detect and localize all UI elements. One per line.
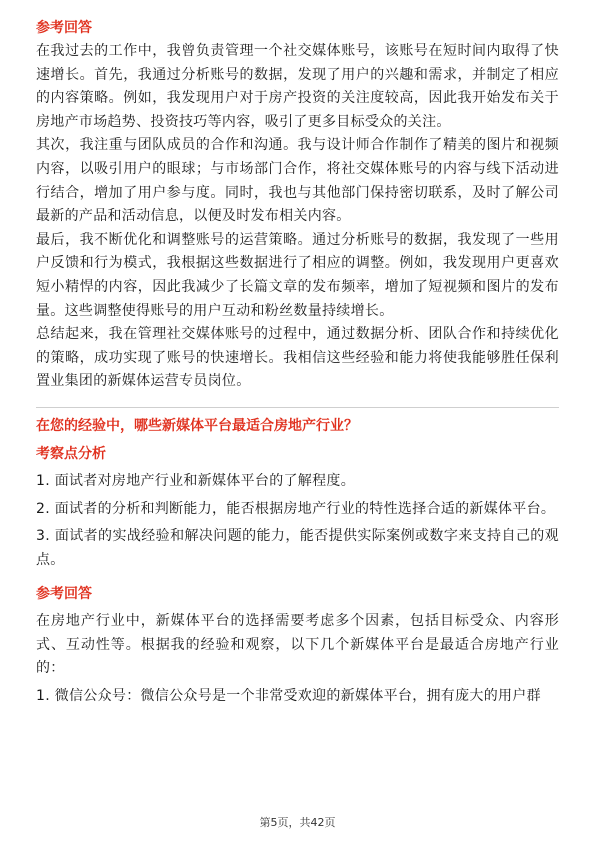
page-number: 第5页，共42页 (259, 816, 336, 829)
analysis-item-2: 2. 面试者的分析和判断能力，能否根据房地产行业的特性选择合适的新媒体平台。 (36, 500, 556, 517)
interview-question: 在您的经验中，哪些新媒体平台最适合房地产行业？ (36, 417, 358, 434)
answer-paragraph-3: 最后，我不断优化和调整账号的运营策略。通过分析账号的数据，我发现了一些用户反馈和行为模式，我根据这些数据进行了相应的调整。例如，我发现用户更喜欢短小精悍的内容，因此我减少了长篇文章的发布频率，增加了短视频和图片的发布量。这些调整使得账号的用户互动和粉丝数量持续增长。 (36, 231, 559, 319)
reference-answer-heading: 参考回答 (36, 20, 92, 36)
analysis-item-1: 1. 面试者对房地产行业和新媒体平台的了解程度。 (36, 472, 356, 489)
reference-answer-heading-2: 参考回答 (36, 586, 92, 603)
section-divider (36, 407, 559, 408)
analysis-heading: 考察点分析 (36, 445, 106, 462)
answer2-paragraph-1: 在房地产行业中，新媒体平台的选择需要考虑多个因素，包括目标受众、内容形式、互动性等。根据我的经验和观察，以下几个新媒体平台是最适合房地产行业的： (36, 613, 559, 677)
analysis-item-3: 3. 面试者的实战经验和解决问题的能力，能否提供实际案例或数字来支持自己的观点。 (36, 528, 559, 568)
page-content (36, 16, 559, 709)
answer-paragraph-1: 在我过去的工作中，我曾负责管理一个社交媒体账号，该账号在短时间内取得了快速增长。首先，我通过分析账号的数据，发现了用户的兴趣和需求，并制定了相应的内容策略。例如，我发现用户对于房产投资的关注度较高，因此我开始发布关于房地产市场趋势、投资技巧等内容，吸引了更多目标受众的关注。 (36, 43, 559, 130)
answer2-paragraph-2: 1. 微信公众号：微信公众号是一个非常受欢迎的新媒体平台，拥有庞大的用户群 (36, 688, 541, 705)
answer-paragraph-2: 其次，我注重与团队成员的合作和沟通。我与设计师合作制作了精美的图片和视频内容，以吸引用户的眼球；与市场部门合作，将社交媒体账号的内容与线下活动进行结合，增加了用户参与度。同时，我也与其他部门保持密切联系，及时了解公司最新的产品和活动信息，以便及时发布相关内容。 (36, 137, 559, 225)
answer-paragraph-4: 总结起来，我在管理社交媒体账号的过程中，通过数据分析、团队合作和持续优化的策略，成功实现了账号的快速增长。我相信这些经验和能力将使我能够胜任保利置业集团的新媒体运营专员岗位。 (36, 326, 559, 390)
